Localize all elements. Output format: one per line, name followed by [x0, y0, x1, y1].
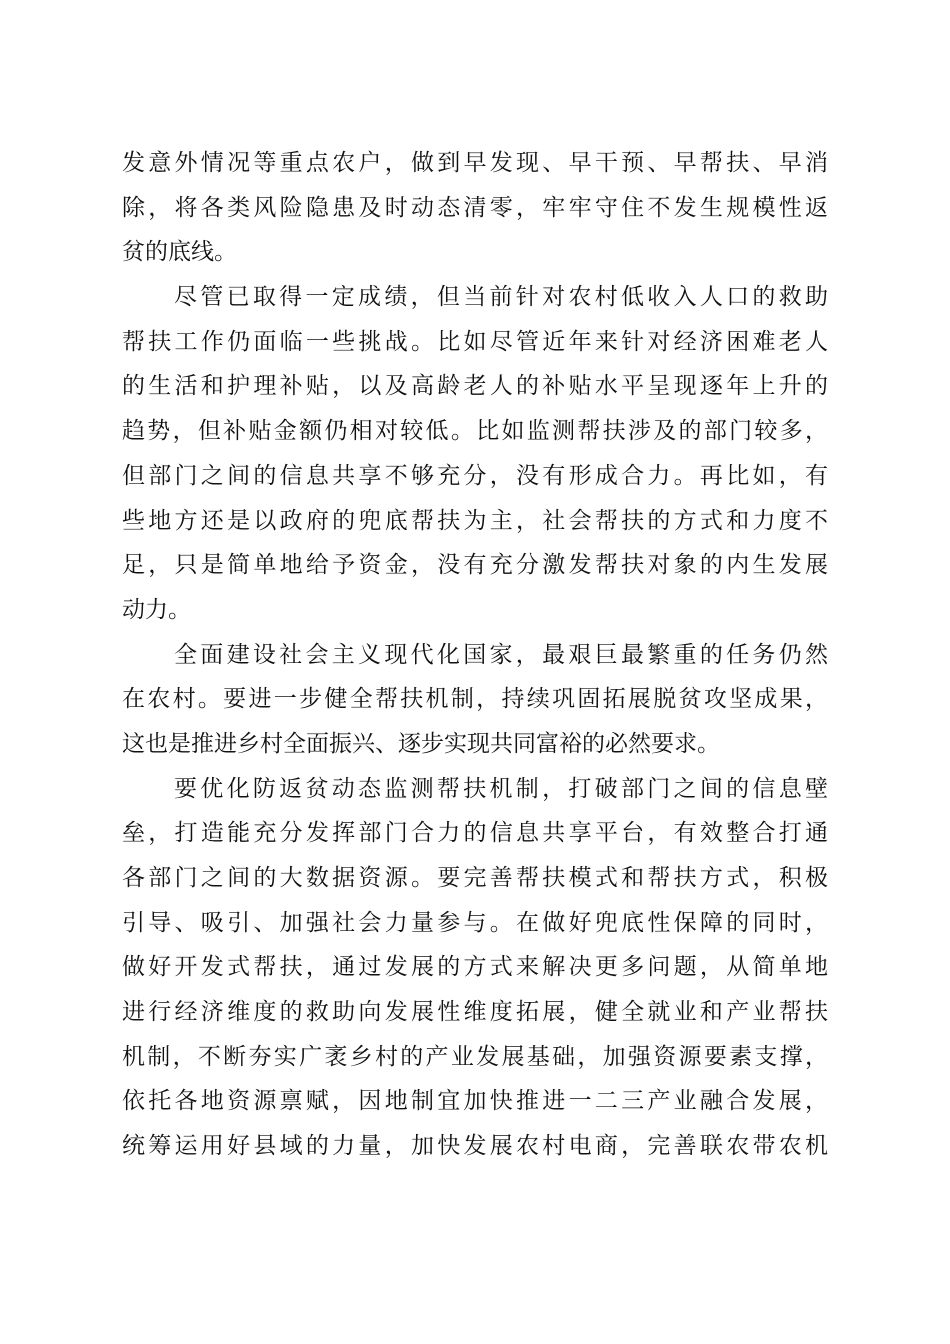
text-line: 除，将各类风险隐患及时动态清零，牢牢守住不发生规模性返 [122, 194, 828, 221]
text-line: 些地方还是以政府的兜底帮扶为主，社会帮扶的方式和力度不 [122, 507, 828, 534]
text-line: 贫的底线。 [122, 239, 237, 266]
text-line: 全面建设社会主义现代化国家，最艰巨最繁重的任务仍然 [174, 641, 828, 668]
text-line: 趋势，但补贴金额仍相对较低。比如监测帮扶涉及的部门较多， [122, 418, 828, 445]
text-line: 垒，打造能充分发挥部门合力的信息共享平台，有效整合打通 [122, 820, 828, 847]
paragraph [122, 141, 828, 275]
text-line: 发意外情况等重点农户，做到早发现、早干预、早帮扶、早消 [122, 150, 828, 176]
text-line: 依托各地资源禀赋，因地制宜加快推进一二三产业融合发展， [122, 1088, 828, 1115]
text-line: 帮扶工作仍面临一些挑战。比如尽管近年来针对经济困难老人 [122, 328, 828, 355]
text-line: 这也是推进乡村全面振兴、逐步实现共同富裕的必然要求。 [122, 730, 720, 757]
text-line: 动力。 [122, 596, 191, 623]
text-line: 在农村。要进一步健全帮扶机制，持续巩固拓展脱贫攻坚成果， [122, 686, 828, 713]
text-line: 尽管已取得一定成绩，但当前针对农村低收入人口的救助 [174, 284, 828, 311]
text-line: 要优化防返贫动态监测帮扶机制，打破部门之间的信息壁 [174, 775, 828, 802]
text-line: 机制，不断夯实广袤乡村的产业发展基础，加强资源要素支撑， [122, 1043, 828, 1070]
text-line: 进行经济维度的救助向发展性维度拓展，健全就业和产业帮扶 [122, 999, 828, 1026]
paragraph [122, 275, 828, 633]
text-line: 做好开发式帮扶，通过发展的方式来解决更多问题，从简单地 [122, 954, 828, 981]
text-line: 的生活和护理补贴，以及高龄老人的补贴水平呈现逐年上升的 [122, 373, 828, 400]
document-body [122, 141, 828, 1169]
paragraph [122, 767, 828, 1169]
text-line: 各部门之间的大数据资源。要完善帮扶模式和帮扶方式，积极 [122, 865, 828, 891]
text-line: 足，只是简单地给予资金，没有充分激发帮扶对象的内生发展 [122, 552, 828, 579]
text-line: 但部门之间的信息共享不够充分，没有形成合力。再比如，有 [122, 462, 828, 489]
paragraph [122, 633, 828, 767]
text-line: 统筹运用好县域的力量，加快发展农村电商，完善联农带农机 [122, 1133, 828, 1160]
text-line: 引导、吸引、加强社会力量参与。在做好兜底性保障的同时， [122, 909, 828, 936]
